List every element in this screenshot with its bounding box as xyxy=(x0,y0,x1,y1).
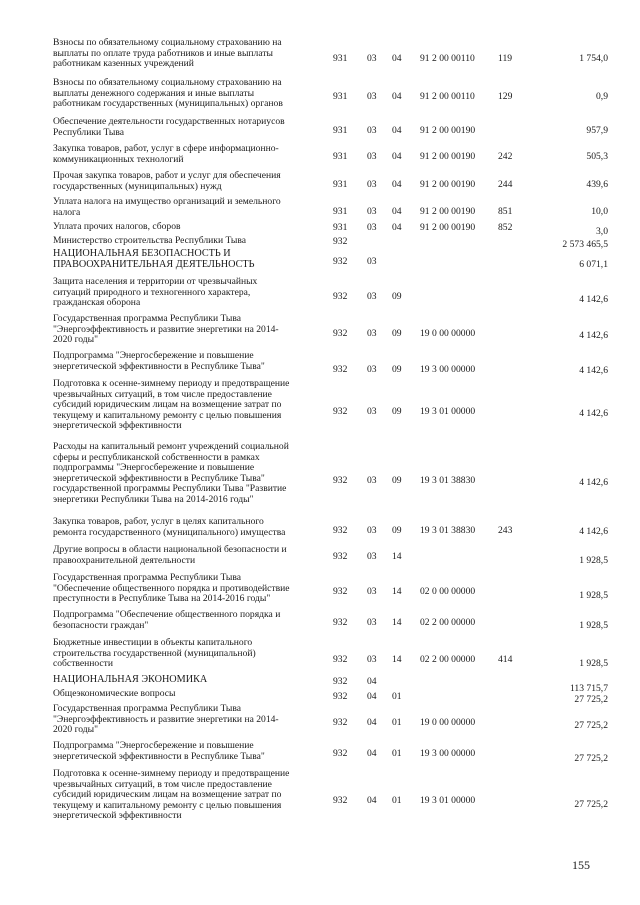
ministry-code: 932 xyxy=(333,795,348,806)
target-item-code: 19 3 01 38830 xyxy=(420,475,476,486)
section-code: 03 xyxy=(367,222,377,233)
subsection-code: 04 xyxy=(392,222,402,233)
target-item-code: 91 2 00 00190 xyxy=(420,206,476,217)
row-description: Подпрограмма "Обеспечение общественного порядка и безопасности граждан" xyxy=(53,609,281,631)
row-description: Закупка товаров, работ, услуг в целях капитального ремонта государственного (муниципального) имущества xyxy=(53,516,286,538)
target-item-code: 02 2 00 00000 xyxy=(420,617,476,628)
section-code: 03 xyxy=(367,125,377,136)
row-description: Защита населения и территории от чрезвычайных ситуаций природного и техногенного характера, гражданская оборона xyxy=(53,276,258,309)
target-item-code: 91 2 00 00190 xyxy=(420,125,476,136)
page-number: 155 xyxy=(572,858,590,872)
amount: 1 754,0 xyxy=(579,53,608,64)
ministry-code: 931 xyxy=(333,91,348,102)
subsection-code: 01 xyxy=(392,748,402,759)
target-item-code: 19 3 01 00000 xyxy=(420,795,476,806)
amount: 4 142,6 xyxy=(579,477,608,488)
row-description: Взносы по обязательному социальному страхованию на выплаты денежного содержания и иные выплаты работникам государственных (муниципальных) органов xyxy=(53,77,283,110)
ministry-code: 932 xyxy=(333,475,348,486)
subsection-code: 04 xyxy=(392,91,402,102)
section-heading: НАЦИОНАЛЬНАЯ БЕЗОПАСНОСТЬ И ПРАВООХРАНИТЕЛЬНАЯ ДЕЯТЕЛЬНОСТЬ xyxy=(53,248,255,270)
section-code: 03 xyxy=(367,475,377,486)
row-description: Уплата налога на имущество организаций и земельного налога xyxy=(53,196,281,218)
expense-type-code: 243 xyxy=(498,525,513,536)
amount: 27 725,2 xyxy=(574,720,608,731)
section-code: 03 xyxy=(367,291,377,302)
ministry-code: 932 xyxy=(333,654,348,665)
row-description: Подготовка к осенне-зимнему периоду и предотвращение чрезвычайных ситуаций, в том числе предоставление субсидий юридическим лицам на возмещение затрат по текущему и капитальному ремонту с целью повышения энергетической эффективности xyxy=(53,378,290,432)
amount: 4 142,6 xyxy=(579,526,608,537)
ministry-code: 932 xyxy=(333,328,348,339)
ministry-code: 931 xyxy=(333,206,348,217)
ministry-code: 932 xyxy=(333,256,348,267)
row-description: Расходы на капитальный ремонт учреждений социальной сферы и республиканской собственности в рамках подпрограммы "Энергосбережение и повышение энергетической эффективности в Республике Тыва" государственной программы Республики Тыва "Развитие энергетики Республики Тыва на 2014-2016 годы" xyxy=(53,441,289,505)
amount: 439,6 xyxy=(586,179,608,190)
expense-type-code: 242 xyxy=(498,151,513,162)
ministry-code: 932 xyxy=(333,691,348,702)
ministry-code: 931 xyxy=(333,222,348,233)
amount: 27 725,2 xyxy=(574,753,608,764)
section-code: 04 xyxy=(367,717,377,728)
ministry-code: 931 xyxy=(333,179,348,190)
section-code: 03 xyxy=(367,406,377,417)
subsection-code: 01 xyxy=(392,717,402,728)
target-item-code: 19 3 00 00000 xyxy=(420,748,476,759)
section-code: 04 xyxy=(367,691,377,702)
amount: 1 928,5 xyxy=(579,590,608,601)
expense-type-code: 851 xyxy=(498,206,513,217)
ministry-code: 932 xyxy=(333,364,348,375)
section-code: 04 xyxy=(367,676,377,687)
amount: 113 715,7 xyxy=(569,683,608,694)
ministry-code: 932 xyxy=(333,617,348,628)
expense-type-code: 852 xyxy=(498,222,513,233)
row-description: Подпрограмма "Энергосбережение и повышение энергетической эффективности в Республике Тыва" xyxy=(53,350,265,372)
amount: 1 928,5 xyxy=(579,555,608,566)
ministry-code: 931 xyxy=(333,151,348,162)
section-code: 03 xyxy=(367,525,377,536)
subsection-code: 09 xyxy=(392,364,402,375)
row-description: Министерство строительства Республики Тыва xyxy=(53,235,246,246)
target-item-code: 02 2 00 00000 xyxy=(420,654,476,665)
section-code: 03 xyxy=(367,617,377,628)
ministry-code: 932 xyxy=(333,525,348,536)
subsection-code: 04 xyxy=(392,125,402,136)
subsection-code: 09 xyxy=(392,291,402,302)
row-description: Прочая закупка товаров, работ и услуг для обеспечения государственных (муниципальных) нужд xyxy=(53,170,281,192)
section-code: 03 xyxy=(367,256,377,267)
subsection-code: 14 xyxy=(392,551,402,562)
section-code: 03 xyxy=(367,586,377,597)
row-description: Взносы по обязательному социальному страхованию на выплаты по оплате труда работников и иные выплаты работникам казенных учреждений xyxy=(53,37,282,70)
row-description: Подготовка к осенне-зимнему периоду и предотвращение чрезвычайных ситуаций, в том числе предоставление субсидий юридическим лицам на возмещение затрат по текущему и капитальному ремонту с целью повышения энергетической эффективности xyxy=(53,768,290,822)
section-code: 03 xyxy=(367,654,377,665)
ministry-code: 931 xyxy=(333,53,348,64)
target-item-code: 91 2 00 00190 xyxy=(420,179,476,190)
ministry-code: 932 xyxy=(333,717,348,728)
expense-type-code: 119 xyxy=(498,53,513,64)
amount: 2 573 465,5 xyxy=(562,239,608,250)
subsection-code: 14 xyxy=(392,586,402,597)
amount: 1 928,5 xyxy=(579,620,608,631)
section-code: 04 xyxy=(367,795,377,806)
subsection-code: 09 xyxy=(392,406,402,417)
section-heading: НАЦИОНАЛЬНАЯ ЭКОНОМИКА xyxy=(53,674,208,685)
expense-type-code: 244 xyxy=(498,179,513,190)
ministry-code: 932 xyxy=(333,406,348,417)
row-description: Общеэкономические вопросы xyxy=(53,688,176,699)
row-description: Государственная программа Республики Тыва "Обеспечение общественного порядка и противодействие преступности в Республике Тыва на 2014-2016 годы" xyxy=(53,572,290,605)
expense-type-code: 414 xyxy=(498,654,513,665)
subsection-code: 01 xyxy=(392,691,402,702)
ministry-code: 931 xyxy=(333,125,348,136)
amount: 6 071,1 xyxy=(579,259,608,270)
target-item-code: 91 2 00 00110 xyxy=(420,53,475,64)
row-description: Закупка товаров, работ, услуг в сфере информационно- коммуникационных технологий xyxy=(53,143,279,165)
target-item-code: 19 0 00 00000 xyxy=(420,717,476,728)
row-description: Другие вопросы в области национальной безопасности и правоохранительной деятельности xyxy=(53,544,287,566)
amount: 4 142,6 xyxy=(579,408,608,419)
section-code: 03 xyxy=(367,91,377,102)
target-item-code: 19 3 01 38830 xyxy=(420,525,476,536)
amount: 4 142,6 xyxy=(579,294,608,305)
target-item-code: 02 0 00 00000 xyxy=(420,586,476,597)
subsection-code: 09 xyxy=(392,328,402,339)
subsection-code: 01 xyxy=(392,795,402,806)
subsection-code: 04 xyxy=(392,206,402,217)
section-code: 04 xyxy=(367,748,377,759)
row-description: Бюджетные инвестиции в объекты капитального строительства государственной (муниципальной) собственности xyxy=(53,637,256,670)
target-item-code: 91 2 00 00190 xyxy=(420,222,476,233)
subsection-code: 04 xyxy=(392,179,402,190)
amount: 957,9 xyxy=(586,125,608,136)
section-code: 03 xyxy=(367,364,377,375)
row-description: Подпрограмма "Энергосбережение и повышение энергетической эффективности в Республике Тыва" xyxy=(53,740,265,762)
row-description: Уплата прочих налогов, сборов xyxy=(53,221,181,232)
row-description: Государственная программа Республики Тыва "Энергоэффективность и развитие энергетики на 2014- 2020 годы" xyxy=(53,313,279,346)
ministry-code: 932 xyxy=(333,236,348,247)
section-code: 03 xyxy=(367,179,377,190)
ministry-code: 932 xyxy=(333,586,348,597)
subsection-code: 09 xyxy=(392,525,402,536)
section-code: 03 xyxy=(367,53,377,64)
amount: 3,0 xyxy=(596,226,608,237)
target-item-code: 91 2 00 00190 xyxy=(420,151,476,162)
section-code: 03 xyxy=(367,206,377,217)
subsection-code: 09 xyxy=(392,475,402,486)
target-item-code: 19 0 00 00000 xyxy=(420,328,476,339)
amount: 27 725,2 xyxy=(574,799,608,810)
amount: 27 725,2 xyxy=(574,694,608,705)
ministry-code: 932 xyxy=(333,676,348,687)
expense-type-code: 129 xyxy=(498,91,513,102)
subsection-code: 04 xyxy=(392,53,402,64)
amount: 0,9 xyxy=(596,91,608,102)
amount: 4 142,6 xyxy=(579,330,608,341)
subsection-code: 04 xyxy=(392,151,402,162)
target-item-code: 19 3 00 00000 xyxy=(420,364,476,375)
amount: 4 142,6 xyxy=(579,365,608,376)
target-item-code: 19 3 01 00000 xyxy=(420,406,476,417)
ministry-code: 932 xyxy=(333,291,348,302)
subsection-code: 14 xyxy=(392,654,402,665)
section-code: 03 xyxy=(367,328,377,339)
row-description: Государственная программа Республики Тыва "Энергоэффективность и развитие энергетики на 2014- 2020 годы" xyxy=(53,703,279,736)
ministry-code: 932 xyxy=(333,551,348,562)
amount: 505,3 xyxy=(586,151,608,162)
target-item-code: 91 2 00 00110 xyxy=(420,91,475,102)
subsection-code: 14 xyxy=(392,617,402,628)
amount: 10,0 xyxy=(591,206,608,217)
amount: 1 928,5 xyxy=(579,658,608,669)
section-code: 03 xyxy=(367,151,377,162)
section-code: 03 xyxy=(367,551,377,562)
row-description: Обеспечение деятельности государственных нотариусов Республики Тыва xyxy=(53,116,285,138)
ministry-code: 932 xyxy=(333,748,348,759)
